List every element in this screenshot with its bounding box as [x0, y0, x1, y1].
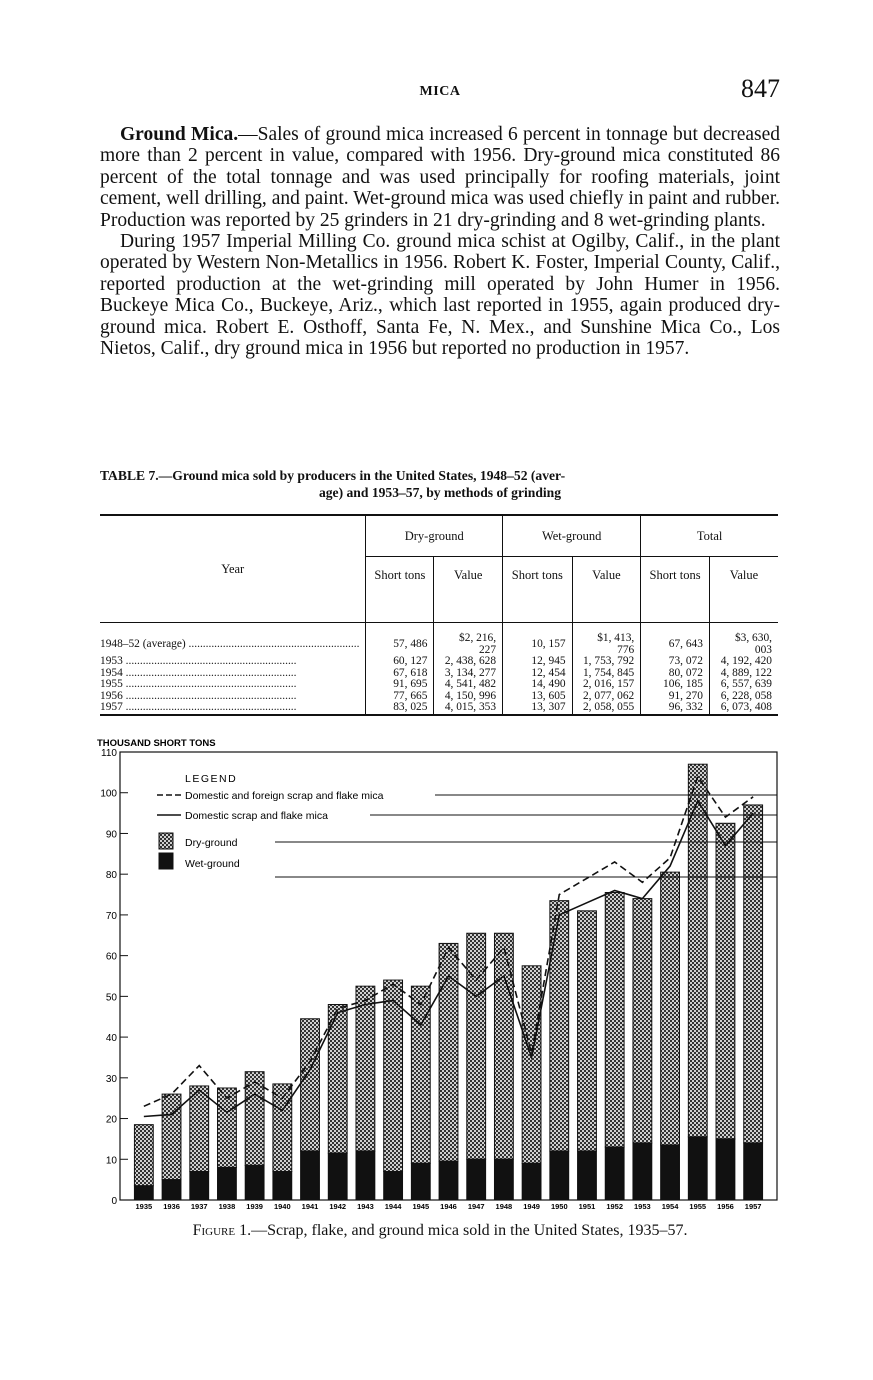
legend-item: Domestic and foreign scrap and flake mica	[185, 790, 384, 802]
y-tick-label: 30	[105, 1073, 117, 1085]
y-tick-label: 50	[105, 992, 117, 1004]
bar-wet-ground	[273, 1171, 292, 1200]
x-tick-label: 1952	[606, 1202, 624, 1210]
bar-wet-ground	[494, 1159, 513, 1200]
table-cell: 60, 127	[366, 656, 434, 668]
bar-wet-ground	[356, 1151, 375, 1200]
bar-wet-ground	[411, 1163, 430, 1200]
table-cell: 1, 754, 845	[572, 668, 641, 680]
x-tick-label: 1935	[135, 1202, 153, 1210]
bar-dry-ground	[522, 966, 541, 1164]
table-cell: 13, 605	[503, 691, 573, 703]
x-tick-label: 1956	[717, 1202, 734, 1210]
table-caption-line1: TABLE 7.—Ground mica sold by producers in the United States, 1948–52 (aver-	[100, 468, 566, 483]
x-tick-label: 1941	[301, 1202, 319, 1210]
x-tick-label: 1943	[357, 1202, 374, 1210]
bar-wet-ground	[467, 1159, 486, 1200]
bar-wet-ground	[162, 1180, 181, 1200]
legend-item: Wet-ground	[185, 858, 240, 870]
table-cell: 2, 077, 062	[572, 691, 641, 703]
table-caption	[100, 467, 780, 501]
bar-dry-ground	[578, 911, 597, 1151]
x-tick-label: 1938	[218, 1202, 236, 1210]
bar-dry-ground	[356, 986, 375, 1151]
cell-year: 1954 ............................................................	[100, 667, 297, 679]
y-tick-label: 10	[105, 1155, 117, 1167]
table-row	[100, 623, 778, 657]
figure-caption-label: Figure 1.	[192, 1222, 252, 1239]
table-cell: 4, 889, 122	[709, 668, 778, 680]
bar-wet-ground	[328, 1153, 347, 1200]
header-value: Value	[572, 557, 641, 623]
bar-dry-ground	[744, 805, 763, 1143]
header-short-tons: Short tons	[641, 557, 710, 623]
table-cell: 83, 025	[366, 702, 434, 715]
cell-year: 1957 ............................................................	[100, 702, 297, 713]
bar-dry-ground	[301, 1019, 320, 1151]
paragraph-producers: During 1957 Imperial Milling Co. ground mica schist at Ogilby, Calif., in the plant operated by Western Non-Metallics in 1956. Robert K. Foster, Imperial County, Calif., reported production at the wet-grinding mill operated by John Humer in 1956. Buckeye Mica Co., Buckeye, Ariz., which last reported in 1955, again produced dry-ground mica. Robert E. Osthoff, Santa Fe, N. Mex., and Sunshine Mica Co., Los Nietos, Calif., dry ground mica in 1956 but reported no production in 1957.	[100, 231, 780, 360]
table-cell: 1, 753, 792	[572, 656, 641, 668]
header-short-tons: Short tons	[503, 557, 573, 623]
x-tick-label: 1951	[578, 1202, 596, 1210]
paragraph-ground-mica	[100, 124, 780, 231]
y-tick-label: 110	[101, 748, 117, 759]
bar-wet-ground	[134, 1186, 153, 1200]
header-total: Total	[641, 515, 778, 557]
y-tick-label: 0	[111, 1196, 117, 1207]
legend-item: Domestic scrap and flake mica	[185, 810, 328, 822]
bar-dry-ground	[688, 764, 707, 1137]
header-dry-ground: Dry-ground	[366, 515, 503, 557]
y-tick-label: 20	[105, 1114, 117, 1126]
table-cell: 14, 490	[503, 679, 573, 691]
x-tick-label: 1939	[246, 1202, 263, 1210]
bar-wet-ground	[744, 1143, 763, 1200]
y-tick-label: 90	[105, 829, 117, 841]
table-row	[100, 679, 778, 691]
table-cell: 6, 228, 058	[709, 691, 778, 703]
bar-dry-ground	[162, 1094, 181, 1180]
y-tick-label: 40	[105, 1033, 117, 1045]
table-cell: 2, 058, 055	[572, 702, 641, 715]
cell-year: 1948–52 (average) ............................................................	[100, 637, 360, 650]
table-cell: 4, 150, 996	[434, 691, 503, 703]
x-tick-label: 1944	[384, 1202, 402, 1210]
y-axis-label: THOUSAND SHORT TONS	[97, 738, 216, 749]
table-cell: 73, 072	[641, 656, 710, 668]
table-cell: 10, 157	[503, 623, 573, 657]
header-value: Value	[709, 557, 778, 623]
x-tick-label: 1954	[661, 1202, 679, 1210]
table-cell: 6, 073, 408	[709, 702, 778, 715]
bar-wet-ground	[218, 1167, 237, 1200]
paragraph-text: —Sales of ground mica increased 6 percent in tonnage but decreased more than 2 percent in value, compared with 1956. Dry-ground mica constituted 86 percent of the total tonnage and was used principally for roofing materials, joint cement, well drilling, and paint. Wet-ground mica was used chiefly in paint and rubber. Production was reported by 25 grinders in 21 dry-grinding and 8 wet-grinding plants.	[100, 124, 780, 231]
bar-dry-ground	[190, 1086, 209, 1172]
bar-wet-ground	[605, 1147, 624, 1200]
table-cell: 91, 270	[641, 691, 710, 703]
table-cell: 13, 307	[503, 702, 573, 715]
table-cell: 12, 454	[503, 668, 573, 680]
table-row	[100, 702, 778, 715]
cell-year: 1956 ............................................................	[100, 690, 297, 702]
table-cell: 91, 695	[366, 679, 434, 691]
bar-wet-ground	[688, 1137, 707, 1200]
x-tick-label: 1948	[495, 1202, 513, 1210]
chart-svg	[97, 735, 787, 1210]
x-tick-label: 1945	[412, 1202, 430, 1210]
legend-hatch-swatch	[159, 833, 173, 849]
bar-wet-ground	[190, 1171, 209, 1200]
legend-title: LEGEND	[185, 773, 238, 785]
header-value: Value	[434, 557, 503, 623]
bar-wet-ground	[661, 1145, 680, 1200]
table-cell: 77, 665	[366, 691, 434, 703]
table-cell: $1, 413, 776	[572, 623, 641, 657]
x-tick-label: 1947	[467, 1202, 485, 1210]
x-tick-label: 1950	[550, 1202, 568, 1210]
bar-dry-ground	[633, 899, 652, 1143]
bar-dry-ground	[716, 823, 735, 1139]
bar-dry-ground	[384, 980, 403, 1171]
table-cell: $3, 630, 003	[709, 623, 778, 657]
bar-dry-ground	[134, 1125, 153, 1186]
cell-year: 1953 ............................................................	[100, 656, 297, 667]
figure-caption-text: —Scrap, flake, and ground mica sold in the United States, 1935–57.	[251, 1222, 688, 1239]
y-tick-label: 100	[100, 788, 117, 800]
bar-dry-ground	[661, 872, 680, 1145]
bar-wet-ground	[633, 1143, 652, 1200]
header-short-tons: Short tons	[366, 557, 434, 623]
x-tick-label: 1940	[273, 1202, 291, 1210]
bar-dry-ground	[218, 1088, 237, 1167]
x-tick-label: 1942	[329, 1202, 347, 1210]
table-cell: 2, 016, 157	[572, 679, 641, 691]
bar-dry-ground	[550, 901, 569, 1151]
page-header	[100, 74, 780, 110]
running-head: MICA	[419, 84, 461, 99]
table-body	[100, 623, 778, 715]
table-cell: 4, 015, 353	[434, 702, 503, 715]
table-cell: 67, 643	[641, 623, 710, 657]
bar-wet-ground	[716, 1139, 735, 1200]
header-year: Year	[100, 515, 366, 623]
cell-year: 1955 ............................................................	[100, 679, 297, 690]
ground-mica-table	[100, 514, 778, 716]
figure-caption	[100, 1222, 780, 1240]
table-cell: 80, 072	[641, 668, 710, 680]
bar-wet-ground	[439, 1161, 458, 1200]
table-cell: 2, 438, 628	[434, 656, 503, 668]
x-tick-label: 1953	[634, 1202, 651, 1210]
table-cell: 12, 945	[503, 656, 573, 668]
legend-solid-swatch	[159, 853, 173, 869]
y-tick-label: 80	[105, 870, 117, 882]
x-tick-label: 1949	[523, 1202, 540, 1210]
table-cell: $2, 216, 227	[434, 623, 503, 657]
bar-wet-ground	[384, 1171, 403, 1200]
table-cell: 6, 557, 639	[709, 679, 778, 691]
x-tick-label: 1937	[190, 1202, 208, 1210]
legend-item: Dry-ground	[185, 837, 238, 849]
y-tick-label: 60	[105, 951, 117, 963]
x-tick-label: 1936	[163, 1202, 180, 1210]
bar-dry-ground	[494, 933, 513, 1159]
x-tick-label: 1946	[440, 1202, 457, 1210]
x-tick-label: 1957	[744, 1202, 762, 1210]
bar-wet-ground	[301, 1151, 320, 1200]
body-text	[100, 124, 780, 359]
bar-wet-ground	[578, 1151, 597, 1200]
bar-wet-ground	[245, 1165, 264, 1200]
table-cell: 67, 618	[366, 668, 434, 680]
x-tick-label: 1955	[689, 1202, 707, 1210]
table-cell: 3, 134, 277	[434, 668, 503, 680]
table-cell: 96, 332	[641, 702, 710, 715]
page-number: 847	[741, 74, 780, 103]
table-cell: 57, 486	[366, 623, 434, 657]
header-wet-ground: Wet-ground	[503, 515, 641, 557]
bar-wet-ground	[550, 1151, 569, 1200]
table-cell: 4, 192, 420	[709, 656, 778, 668]
table-cell: 4, 541, 482	[434, 679, 503, 691]
y-tick-label: 70	[105, 910, 117, 922]
table-row	[100, 656, 778, 668]
bar-dry-ground	[605, 893, 624, 1148]
mica-chart	[97, 735, 787, 1210]
bar-dry-ground	[467, 933, 486, 1159]
bar-wet-ground	[522, 1163, 541, 1200]
table-cell: 106, 185	[641, 679, 710, 691]
table-caption-line2: age) and 1953–57, by methods of grinding	[318, 485, 562, 500]
paragraph-lead: Ground Mica.	[120, 124, 239, 145]
